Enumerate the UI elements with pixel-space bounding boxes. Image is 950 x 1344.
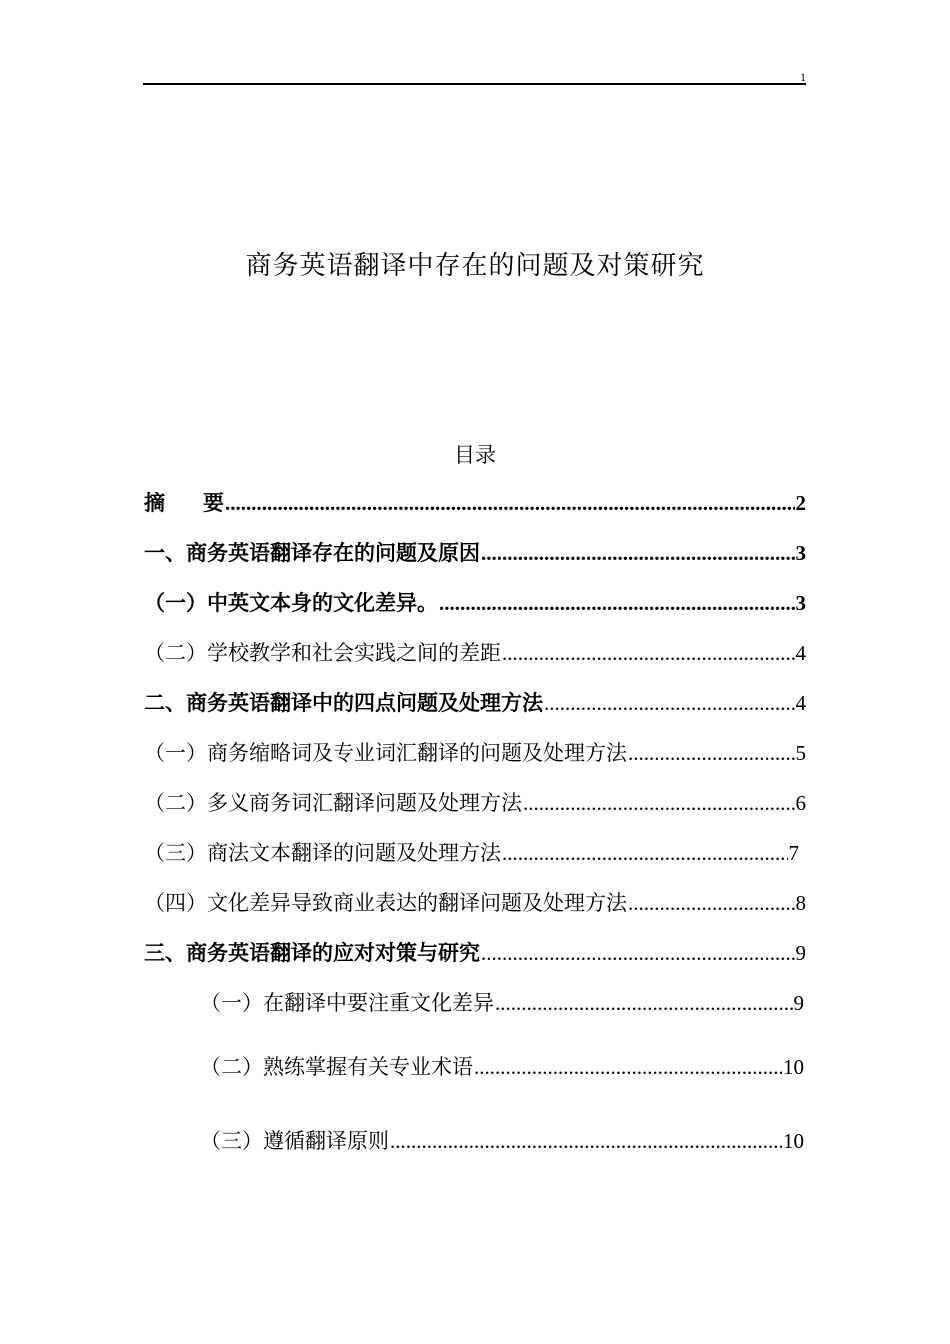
toc-leader-dots <box>523 788 795 818</box>
toc-entry-section-2-3[interactable] <box>144 838 799 868</box>
toc-leader-dots <box>481 938 795 968</box>
toc-entry-page: 3 <box>795 541 806 565</box>
toc-entry-label <box>144 488 224 518</box>
toc-entry-page: 10 <box>783 1055 804 1079</box>
toc-leader-dots <box>502 838 788 868</box>
toc-leader-dots <box>628 888 795 918</box>
toc-entry-page: 4 <box>795 641 806 665</box>
toc-heading: 目录 <box>454 443 496 467</box>
toc-entry-section-1-1[interactable] <box>144 588 806 618</box>
toc-leader-dots <box>225 488 795 518</box>
toc-entry-section-3-1[interactable] <box>200 988 804 1018</box>
toc-entry-chapter-3[interactable] <box>144 938 806 968</box>
toc-leader-dots <box>495 988 793 1018</box>
page-number: 1 <box>800 70 806 84</box>
toc-entry-page: 4 <box>795 691 806 715</box>
toc-entry-abstract[interactable] <box>144 488 806 518</box>
toc-abstract-char-2: 要 <box>203 491 224 515</box>
toc-leader-dots <box>628 738 795 768</box>
toc-entry-section-3-2[interactable] <box>200 1052 804 1082</box>
toc-leader-dots <box>481 538 795 568</box>
toc-entry-label: （一）在翻译中要注重文化差异 <box>200 991 494 1015</box>
toc-leader-dots <box>390 1126 782 1156</box>
toc-entry-page: 7 <box>788 841 799 865</box>
toc-entry-label: 一、商务英语翻译存在的问题及原因 <box>144 541 480 565</box>
toc-leader-dots <box>544 688 795 718</box>
toc-entry-page: 9 <box>793 991 804 1015</box>
toc-entry-section-2-2[interactable] <box>144 788 806 818</box>
toc-entry-section-1-2[interactable] <box>144 638 806 668</box>
toc-entry-page: 6 <box>795 791 806 815</box>
toc-entry-label: （三）商法文本翻译的问题及处理方法 <box>144 841 501 865</box>
toc-entry-section-2-1[interactable] <box>144 738 806 768</box>
toc-entry-label: （二）多义商务词汇翻译问题及处理方法 <box>144 791 522 815</box>
toc-entry-page: 10 <box>783 1129 804 1153</box>
toc-entry-label: 三、商务英语翻译的应对对策与研究 <box>144 941 480 965</box>
toc-entry-chapter-2[interactable] <box>144 688 806 718</box>
toc-entry-section-2-4[interactable] <box>144 888 806 918</box>
toc-entry-page: 8 <box>795 891 806 915</box>
toc-entry-page: 2 <box>795 491 806 515</box>
toc-entry-page: 3 <box>795 591 806 615</box>
toc-entry-section-3-3[interactable] <box>200 1126 804 1156</box>
toc-entry-label: （一）中英文本身的文化差异。 <box>144 591 438 615</box>
toc-entry-label: （四）文化差异导致商业表达的翻译问题及处理方法 <box>144 891 627 915</box>
toc-entry-label: （一）商务缩略词及专业词汇翻译的问题及处理方法 <box>144 741 627 765</box>
toc-leader-dots <box>474 1052 782 1082</box>
toc-entry-page: 5 <box>795 741 806 765</box>
toc-entry-label: （三）遵循翻译原则 <box>200 1129 389 1153</box>
toc-leader-dots <box>439 588 795 618</box>
header-rule <box>143 83 806 85</box>
document-title: 商务英语翻译中存在的问题及对策研究 <box>245 251 705 281</box>
toc-abstract-char-1: 摘 <box>144 491 165 515</box>
toc-entry-chapter-1[interactable] <box>144 538 806 568</box>
toc-leader-dots <box>502 638 795 668</box>
toc-entry-label: （二）学校教学和社会实践之间的差距 <box>144 641 501 665</box>
toc-entry-label: 二、商务英语翻译中的四点问题及处理方法 <box>144 691 543 715</box>
toc-entry-page: 9 <box>795 941 806 965</box>
toc-entry-label: （二）熟练掌握有关专业术语 <box>200 1055 473 1079</box>
